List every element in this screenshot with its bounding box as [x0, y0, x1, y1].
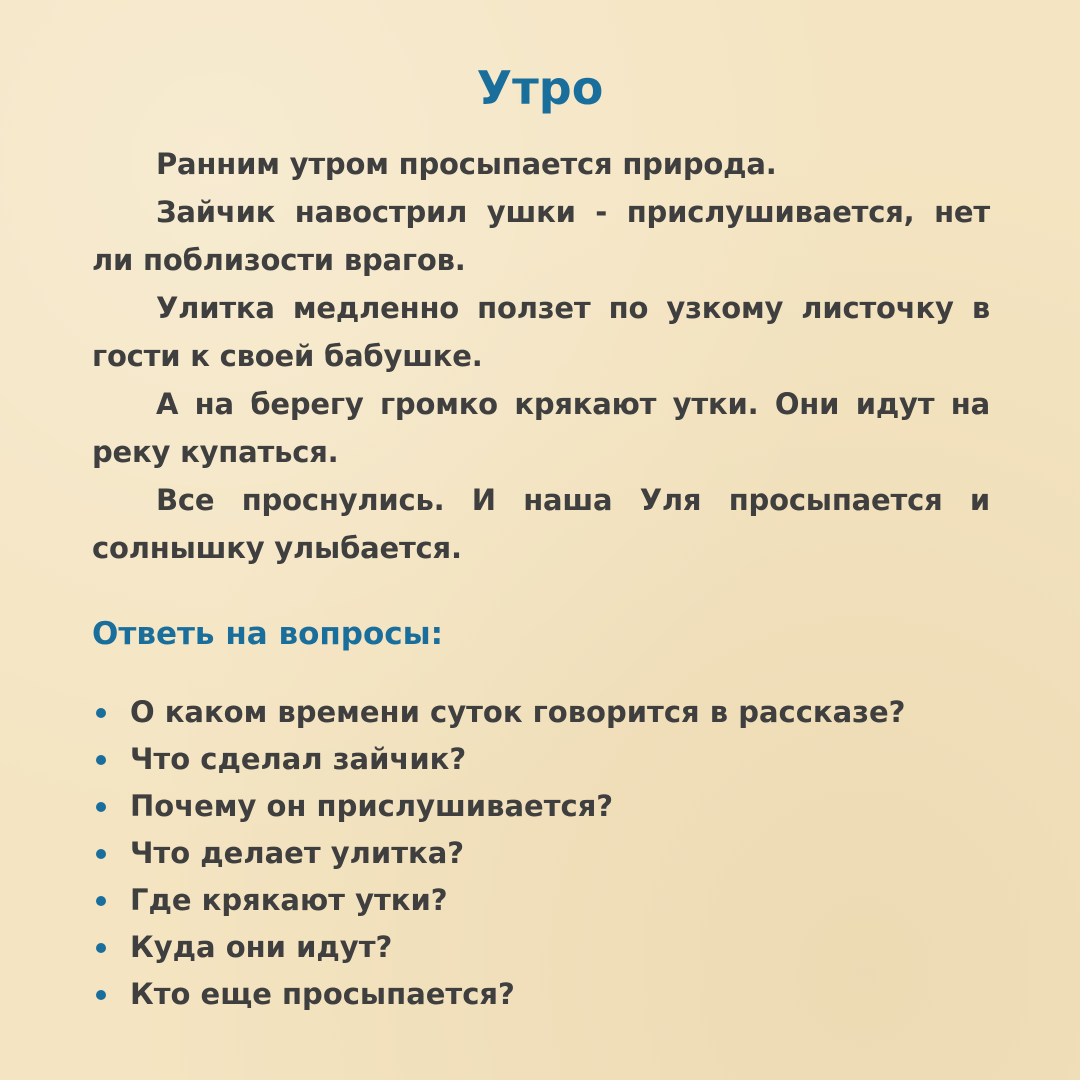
page-title: Утро — [476, 61, 604, 115]
bullet-icon — [96, 990, 106, 1000]
question-item — [92, 689, 1012, 736]
bullet-icon — [96, 896, 106, 906]
question-text: Кто еще просыпается? — [130, 977, 515, 1011]
question-text: Что сделал зайчик? — [130, 742, 467, 776]
question-text: Куда они идут? — [130, 930, 393, 964]
questions-heading: Ответь на вопросы: — [92, 616, 444, 652]
story-paragraph: Улитка медленно ползет по узкому листочку в гости к своей бабушке. — [92, 291, 990, 373]
questions-list — [92, 689, 1012, 1018]
bullet-icon — [96, 708, 106, 718]
question-text: Что делает улитка? — [130, 836, 465, 870]
bullet-icon — [96, 802, 106, 812]
question-item — [92, 783, 1012, 830]
bullet-icon — [96, 755, 106, 765]
story-text — [92, 140, 990, 572]
question-text: Где крякают утки? — [130, 883, 448, 917]
story-paragraph: Все проснулись. И наша Уля просыпается и солнышку улыбается. — [92, 483, 990, 565]
question-text: Почему он прислушивается? — [130, 789, 614, 823]
question-item — [92, 736, 1012, 783]
story-paragraph: Ранним утром просыпается природа. — [156, 147, 777, 181]
question-item — [92, 830, 1012, 877]
question-item — [92, 971, 1012, 1018]
question-item — [92, 924, 1012, 971]
bullet-icon — [96, 849, 106, 859]
story-paragraph: Зайчик навострил ушки - прислушивается, нет ли поблизости врагов. — [92, 195, 990, 277]
question-text: О каком времени суток говорится в рассказе? — [130, 695, 906, 729]
bullet-icon — [96, 943, 106, 953]
story-paragraph: А на берегу громко крякают утки. Они идут на реку купаться. — [92, 387, 990, 469]
question-item — [92, 877, 1012, 924]
